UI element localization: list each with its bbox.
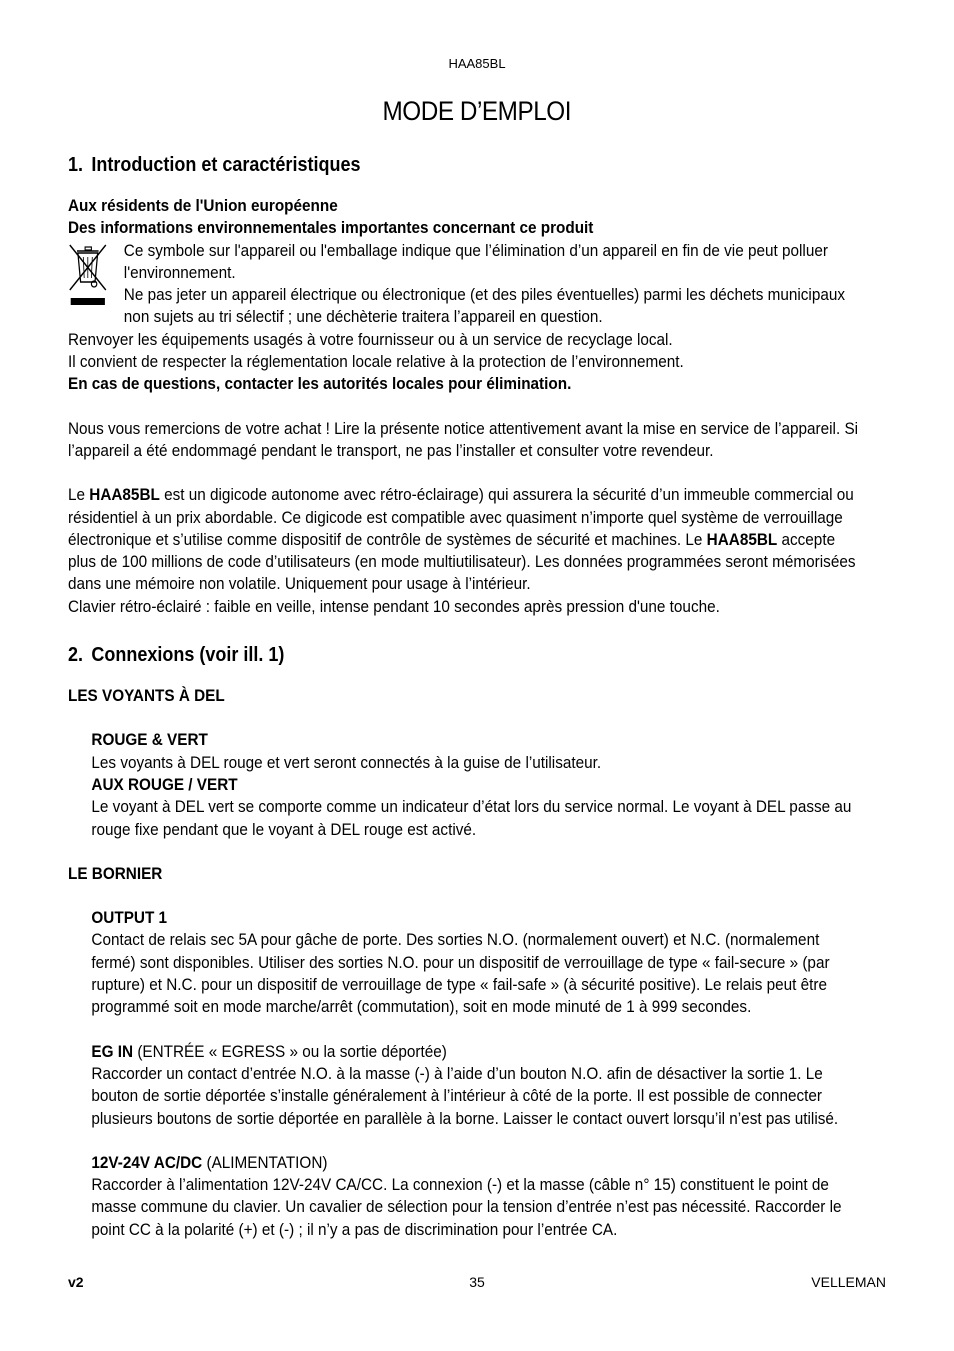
- terminal-heading: LE BORNIER: [68, 863, 163, 883]
- aux-text-line-1: Le voyant à DEL vert se comporte comme un indicateur d’état lors du service normal. Le voyant à DEL passe au: [91, 797, 852, 817]
- section-2-title: Connexions (voir ill. 1): [91, 644, 285, 667]
- weee-text-line-4: non sujets au tri sélectif ; une déchèterie traitera l’appareil en question.: [123, 307, 603, 327]
- thanks-text-line-2: l’appareil a été endommagé pendant le transport, ne pas l’installer et consulter votre revendeur.: [68, 440, 714, 460]
- questions-text: En cas de questions, contacter les autorités locales pour élimination.: [68, 374, 572, 394]
- environment-info-heading: Des informations environnementales importantes concernant ce produit: [68, 218, 594, 238]
- description-line-3-end: accepte: [777, 529, 836, 549]
- weee-text-line-2: l'environnement.: [123, 262, 236, 282]
- weee-text-line-1: Ce symbole sur l'appareil ou l'emballage indique que l’élimination d’un appareil en fin de vie peut polluer: [123, 240, 828, 260]
- egin-text-line-2: bouton de sortie déportée s’installe généralement à l’intérieur à côté de la porte. Il est possible de connecter: [91, 1086, 823, 1106]
- leds-section: [68, 729, 885, 840]
- description-line-5: dans une mémoire non volatile. Uniquement pour usage à l’intérieur.: [68, 574, 531, 594]
- section-2-heading: [68, 640, 885, 670]
- section-1-number: 1.: [68, 154, 84, 176]
- footer-version: v2: [68, 1274, 84, 1290]
- power-text-line-3: point CC à la polarité (+) et (-) ; il n’y a pas de discrimination pour l’entrée CA.: [91, 1219, 618, 1239]
- model-name: HAA85BL: [706, 529, 778, 549]
- section-2-number: 2.: [68, 644, 84, 667]
- description-line-2: résidentiel à un prix abordable. Ce digicode est compatible avec quasiment n’importe quel système de verrouillage: [68, 507, 843, 527]
- backlight-text: Clavier rétro-éclairé : faible en veille, intense pendant 10 secondes après pression d'une touche.: [68, 596, 720, 616]
- description-line-3: [68, 529, 885, 551]
- output-text-line-1: Contact de relais sec 5A pour gâche de porte. Des sorties N.O. (normalement ouvert) et N.C. (normalement: [91, 930, 820, 950]
- eu-residents-heading: Aux résidents de l'Union européenne: [68, 196, 338, 215]
- power-text-line-2: masse commune du clavier. Un cavalier de sélection pour la tension d’entrée n’est pas nécessité. Raccorder le: [91, 1197, 842, 1217]
- document-title-text: MODE D’EMPLOI: [382, 96, 572, 126]
- egin-text-line-1: Raccorder un contact d’entrée N.O. à la masse (-) à l’aide d’un bouton N.O. afin de désactiver la sortie 1. Le: [91, 1063, 823, 1083]
- egin-heading: [91, 1041, 885, 1063]
- output-text-line-3: rupture) et N.C. pour un dispositif de verrouillage de type « fail-safe » (à sécurité positive). Le relais peut être: [91, 975, 828, 995]
- crossed-out-wheelie-bin-icon: [68, 242, 109, 308]
- output-text-line-2: fermé) sont disponibles. Utiliser des sorties N.O. pour un dispositif de verrouillage de type « fail-secure » (par: [91, 952, 830, 972]
- power-subtitle: (ALIMENTATION): [202, 1152, 328, 1172]
- description-prefix: Le: [68, 485, 90, 505]
- footer-brand: VELLEMAN: [811, 1274, 886, 1290]
- header-model: HAA85BL: [448, 56, 506, 71]
- footer-page-number: 35: [469, 1274, 485, 1290]
- egin-subtitle: (ENTRÉE « EGRESS » ou la sortie déportée): [133, 1041, 447, 1061]
- power-text-line-1: Raccorder à l’alimentation 12V-24V CA/CC. La connexion (-) et la masse (câble n° 15) constituent le point de: [91, 1175, 829, 1195]
- weee-text-line-3: Ne pas jeter un appareil électrique ou électronique (et des piles éventuelles) parmi les déchets municipaux: [123, 285, 846, 305]
- output-text-line-4: programmé soit en mode marche/arrêt (commutation), soit en mode minuté de 1 à 999 secondes.: [91, 997, 752, 1017]
- egin-text-line-3: plusieurs boutons de sortie déportée en parallèle à la borne. Laisser le contact ouvert lorsqu’il n’est pas utilisé.: [91, 1108, 839, 1128]
- model-name: HAA85BL: [89, 485, 160, 505]
- thanks-text-line-1: Nous vous remercions de votre achat ! Lire la présente notice attentivement avant la mise en service de l’appareil. Si: [68, 418, 859, 438]
- aux-heading: AUX ROUGE / VERT: [91, 774, 238, 794]
- description-line-1: [68, 484, 885, 506]
- power-title: 12V-24V AC/DC: [91, 1152, 203, 1172]
- leds-heading: LES VOYANTS À DEL: [68, 686, 225, 706]
- egin-title: EG IN: [91, 1041, 134, 1061]
- red-green-heading: ROUGE & VERT: [91, 730, 208, 750]
- section-1-title: Introduction et caractéristiques: [91, 154, 361, 176]
- output-heading: OUTPUT 1: [91, 908, 168, 928]
- terminal-section: [68, 907, 885, 1241]
- weee-notice: [68, 240, 885, 329]
- return-equipment-text: Renvoyer les équipements usagés à votre fournisseur ou à un service de recyclage local.: [68, 329, 673, 349]
- power-heading: [91, 1152, 885, 1174]
- aux-text-line-2: rouge fixe pendant que le voyant à DEL rouge est activé.: [91, 819, 477, 839]
- description-line-4: plus de 100 millions de code d’utilisateurs (en mode multiutilisateur). Les données programmées seront mémorisées: [68, 552, 856, 572]
- document-title: [0, 96, 954, 127]
- description-line-1-rest: est un digicode autonome avec rétro-éclairage) qui assurera la sécurité d’un immeuble commercial ou: [159, 485, 854, 505]
- red-green-text: Les voyants à DEL rouge et vert seront connectés à la guise de l’utilisateur.: [91, 752, 602, 772]
- regulation-text: Il convient de respecter la réglementation locale relative à la protection de l’environnement.: [68, 352, 684, 372]
- main-content: [68, 150, 885, 1241]
- section-1-heading: [68, 150, 885, 180]
- description-line-3-start: électronique et s’utilise comme dispositif de contrôle de systèmes de sécurité et machines. Le: [68, 529, 707, 549]
